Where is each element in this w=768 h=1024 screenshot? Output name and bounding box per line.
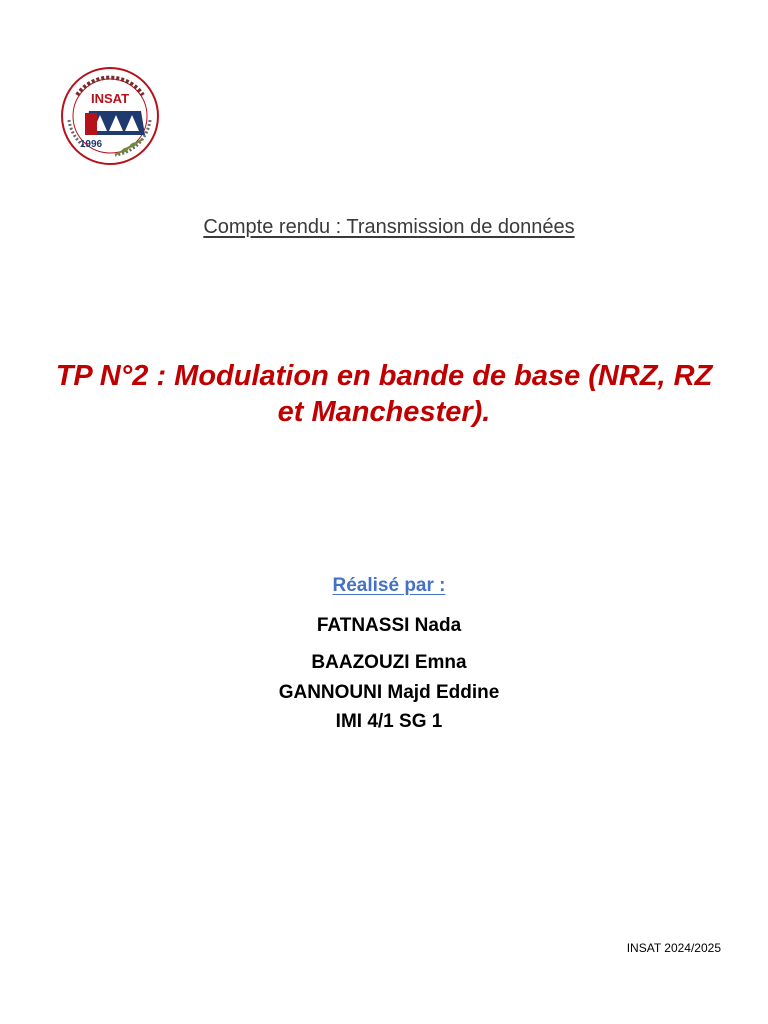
- report-subtitle: Compte rendu : Transmission de données: [203, 216, 575, 238]
- realise-par-label: Réalisé par :: [332, 575, 446, 596]
- author-name: FATNASSI Nada: [316, 615, 462, 636]
- author-name: GANNOUNI Majd Eddine: [278, 682, 500, 703]
- report-title-line-1: TP N°2 : Modulation en bande de base (NRZ, RZ: [55, 360, 713, 392]
- class-group: IMI 4/1 SG 1: [335, 711, 443, 732]
- footer-year: INSAT 2024/2025: [626, 941, 721, 955]
- report-title: [40, 358, 728, 430]
- logo-year: 1996: [79, 139, 103, 150]
- insat-logo-icon: [55, 65, 165, 167]
- report-title-line-2: et Manchester).: [277, 396, 491, 428]
- author-name: BAAZOUZI Emna: [311, 652, 467, 673]
- logo-text: INSAT: [90, 91, 130, 106]
